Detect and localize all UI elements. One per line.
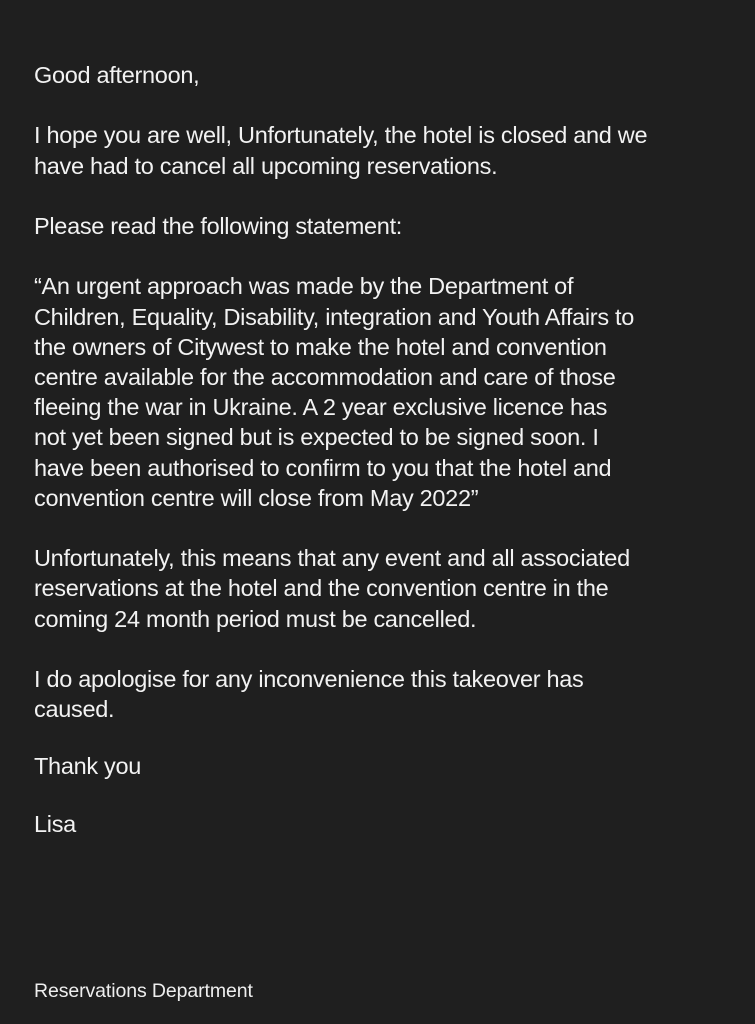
- paragraph-quoted-statement: “An urgent approach was made by the Department of Children, Equality, Disability, integration and Youth Affairs to the owners of Citywest to make the hotel and convention centre available for the accommodation and care of those fleeing the war in Ukraine. A 2 year exclusive licence has not yet been signed but is expected to be signed soon. I have been authorised to confirm to you that the hotel and convention centre will close from May 2022”: [34, 273, 635, 511]
- greeting: Good afternoon,: [34, 62, 200, 88]
- signature-department: Reservations Department: [34, 980, 253, 1002]
- email-body: [34, 60, 734, 869]
- closing: Thank you: [34, 753, 142, 780]
- paragraph-intro: I hope you are well, Unfortunately, the hotel is closed and we have had to cancel all upcoming reservations.: [34, 122, 648, 179]
- paragraph-cancellation: Unfortunately, this means that any event and all associated reservations at the hotel and the convention centre in the coming 24 month period must be cancelled.: [34, 545, 630, 632]
- paragraph-apology: I do apologise for any inconvenience this takeover has caused.: [34, 665, 584, 723]
- signature-name: Lisa: [34, 810, 76, 837]
- paragraph-statement-lead: Please read the following statement:: [34, 212, 403, 239]
